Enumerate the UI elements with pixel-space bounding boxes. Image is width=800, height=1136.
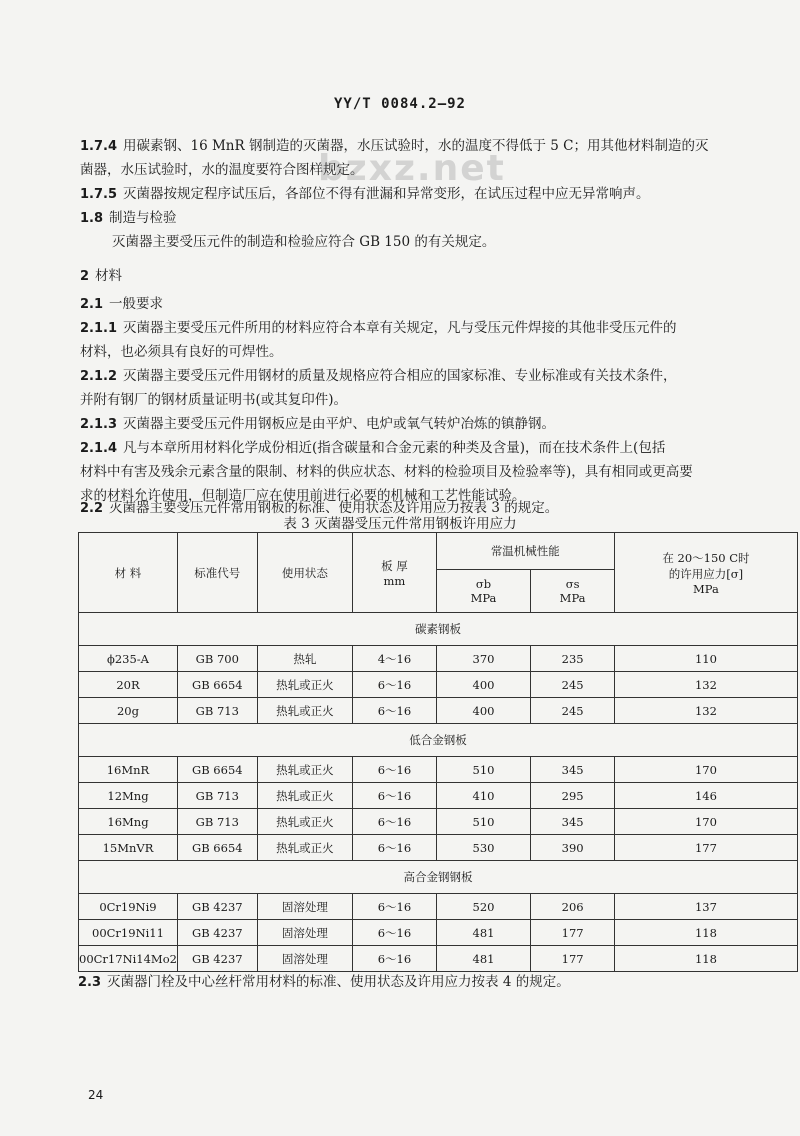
paragraph-1-7-4: 1.7.4 用碳素钢、16 MnR 钢制造的灭菌器，水压试验时，水的温度不得低于 5 C；用其他材料制造的灭 [80,138,709,154]
group-row-high-alloy: 高合金钢钢板 [79,861,798,894]
table-row: 20g GB 713 热轧或正火 6～16 400 245 132 [79,698,798,724]
table-row: 16Mng GB 713 热轧或正火 6～16 510 345 170 [79,809,798,835]
group-row-low-alloy: 低合金钢板 [79,724,798,757]
table-row: 00Cr17Ni14Mo2 GB 4237 固溶处理 6～16 481 177 118 [79,946,798,972]
paragraph-2-1-3: 2.1.3 灭菌器主要受压元件用钢板应是由平炉、电炉或氧气转炉冶炼的镇静钢。 [80,416,556,432]
steel-plate-table [78,532,798,972]
table-row: 12Mng GB 713 热轧或正火 6～16 410 295 146 [79,783,798,809]
table-row: 00Cr19Ni11 GB 4237 固溶处理 6～16 481 177 118 [79,920,798,946]
paragraph-2-1-2-cont: 并附有钢厂的钢材质量证明书(或其复印件)。 [80,392,348,408]
table-row: 0Cr19Ni9 GB 4237 固溶处理 6～16 520 206 137 [79,894,798,920]
paragraph-2-1-2: 2.1.2 灭菌器主要受压元件用钢材的质量及规格应符合相应的国家标准、专业标准或有关技术条件， [80,368,677,384]
table-row: 15MnVR GB 6654 热轧或正火 6～16 530 390 177 [79,835,798,861]
paragraph-2-1-1: 2.1.1 灭菌器主要受压元件所用的材料应符合本章有关规定，凡与受压元件焊接的其他非受压元件的 [80,320,677,336]
col-mechanical: 常温机械性能 [436,533,614,570]
section-2-1-heading: 2.1 一般要求 [80,296,164,312]
paragraph-1-7-4-cont: 菌器，水压试验时，水的温度要符合图样规定。 [80,162,364,178]
col-standard: 标准代号 [177,533,257,613]
paragraph-1-8: 灭菌器主要受压元件的制造和检验应符合 GB 150 的有关规定。 [112,234,496,250]
page-number: 24 [88,1088,104,1102]
paragraph-2-2: 2.2 灭菌器主要受压元件常用钢板的标准、使用状态及许用应力按表 3 的规定。 [80,500,559,516]
group-row-carbon: 碳素钢板 [79,613,798,646]
document-header: YY/T 0084.2—92 [333,96,466,112]
paragraph-1-7-5: 1.7.5 灭菌器按规定程序试压后，各部位不得有泄漏和异常变形，在试压过程中应无异常响声。 [80,186,650,202]
paragraph-2-3: 2.3 灭菌器门栓及中心丝杆常用材料的标准、使用状态及许用应力按表 4 的规定。 [78,974,570,990]
paragraph-2-1-4-cont2: 求的材料允许使用，但制造厂应在使用前进行必要的机械和工艺性能试验。 [80,488,526,504]
watermark: bzxz.net [318,148,506,189]
section-1-8-heading: 1.8 制造与检验 [80,210,177,226]
table-caption: 表 3 灭菌器受压元件常用钢板许用应力 [283,516,517,532]
col-thickness: 板 厚 mm [353,533,437,613]
paragraph-2-1-4: 2.1.4 凡与本章所用材料化学成份相近(指含碳量和合金元素的种类及含量)，而在技术条件上(包括 [80,440,666,456]
col-sigma-b: σb MPa [436,570,531,613]
col-material: 材 料 [79,533,178,613]
col-allowable-stress: 在 20～150 C时 的许用应力[σ] MPa [614,533,797,613]
table-row: 16MnR GB 6654 热轧或正火 6～16 510 345 170 [79,757,798,783]
paragraph-2-1-1-cont: 材料，也必须具有良好的可焊性。 [80,344,283,360]
col-sigma-s: σs MPa [531,570,615,613]
paragraph-2-1-4-cont1: 材料中有害及残余元素含量的限制、材料的供应状态、材料的检验项目及检验率等)，具有相同或更高要 [80,464,693,480]
col-state: 使用状态 [257,533,352,613]
table-header-row [79,533,798,570]
section-2-heading: 2 材料 [80,268,123,284]
table-row: ϕ235-A GB 700 热轧 4～16 370 235 110 [79,646,798,672]
table-row: 20R GB 6654 热轧或正火 6～16 400 245 132 [79,672,798,698]
